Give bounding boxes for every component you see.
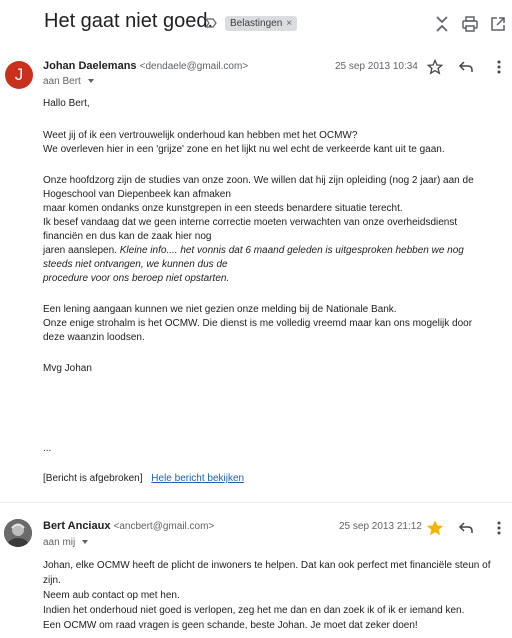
signoff: Mvg Johan: [43, 363, 92, 374]
sender-avatar[interactable]: J: [5, 61, 33, 89]
body-line: zijn.: [43, 575, 61, 586]
message1-sender[interactable]: [43, 60, 248, 72]
body-line: [43, 244, 509, 258]
sender-avatar[interactable]: [4, 519, 32, 547]
message2-body: [43, 558, 509, 633]
importance-marker-icon[interactable]: [204, 16, 218, 30]
body-line: financiën en dus kan de zaak hier nog: [43, 231, 212, 242]
remove-label-icon[interactable]: ×: [286, 18, 293, 29]
quoted-ellipsis[interactable]: ...: [43, 443, 52, 454]
body-italic-text: Kleine info.... het vonnis dat 6 maand geleden is uitgesproken hebben we nog: [119, 245, 464, 256]
body-line: Johan, elke OCMW heeft de plicht de inwoners te helpen. Dat kan ook perfect met financiële steun of: [43, 560, 491, 571]
reply-icon[interactable]: [458, 59, 474, 75]
star-icon-filled[interactable]: [427, 520, 443, 536]
body-line: Onze enige strohalm is het OCMW. Die dienst is me volledig vreemd maar kan ons mogelijk door: [43, 318, 473, 329]
recipient-text: aan mij: [43, 537, 76, 548]
reply-icon[interactable]: [458, 520, 474, 536]
profile-photo-icon: [4, 519, 32, 547]
recipient-summary[interactable]: [43, 537, 88, 548]
recipient-summary[interactable]: [43, 76, 94, 87]
label-chip-text: Belastingen: [230, 18, 283, 29]
more-options-icon[interactable]: [491, 520, 507, 536]
body-line: Weet jij of ik een vertrouwelijk onderhoud kan hebben met het OCMW?: [43, 130, 358, 141]
body-text: jaren aanslepen.: [43, 245, 117, 256]
sender-name: Johan Daelemans: [43, 60, 137, 72]
subject-row: [0, 0, 512, 50]
recipient-text: aan Bert: [43, 76, 81, 87]
sender-name: Bert Anciaux: [43, 520, 111, 532]
open-in-new-window-icon[interactable]: [489, 15, 507, 33]
body-line: We overleven hier in een 'grijze' zone en het lijkt nu wel echt de verkeerde kant uit te gaan.: [43, 144, 445, 155]
clipped-text: [Bericht is afgebroken]: [43, 473, 143, 484]
chevron-down-icon[interactable]: [82, 540, 88, 544]
message-date: 25 sep 2013 10:34: [335, 61, 418, 72]
body-line: maar komen ondanks onze kunstgrepen in een steeds benardere situatie terecht.: [43, 203, 403, 214]
print-icon[interactable]: [461, 15, 479, 33]
message-date: 25 sep 2013 21:12: [339, 521, 422, 532]
body-line: deze waanzin loodsen.: [43, 332, 145, 343]
thread-subject: Het gaat niet goed.: [44, 10, 214, 32]
body-line: Indien het onderhoud niet goed is verlopen, zeg het me dan en dan zoek ik of ik er iemand ken.: [43, 605, 465, 616]
sender-email: <ancbert@gmail.com>: [113, 521, 215, 532]
message-divider: [0, 502, 512, 503]
message2-sender[interactable]: [43, 520, 214, 532]
body-line: Een lening aangaan kunnen we niet gezien onze melding bij de Nationale Bank.: [43, 304, 397, 315]
message1-body: [43, 97, 509, 376]
clipped-notice: [43, 472, 509, 486]
label-chip: [225, 16, 297, 31]
star-icon[interactable]: [427, 59, 443, 75]
sender-email: <dendaele@gmail.com>: [139, 61, 249, 72]
body-line: steeds niet ontvangen, we kunnen dus de: [43, 259, 228, 270]
more-options-icon[interactable]: [491, 59, 507, 75]
body-line: Een OCMW om raad vragen is geen schande, beste Johan. Je moet dat zeker doen!: [43, 620, 418, 631]
body-line: Neem aub contact op met hen.: [43, 590, 180, 601]
greeting: Hallo Bert,: [43, 98, 90, 109]
collapse-all-icon[interactable]: [433, 15, 451, 33]
body-line: Onze hoofdzorg zijn de studies van onze zoon. We willen dat hij zijn opleiding (nog 2 jaar) aan de: [43, 175, 474, 186]
view-full-message-link[interactable]: Hele bericht bekijken: [151, 473, 245, 484]
chevron-down-icon[interactable]: [88, 79, 94, 83]
body-line: Ik besef vandaag dat we geen interne correctie moeten verwachten van onze overheidsdienst: [43, 217, 458, 228]
body-line: procedure voor ons beroep niet opstarten.: [43, 273, 230, 284]
body-line: Hogeschool van Diepenbeek kan afmaken: [43, 189, 231, 200]
